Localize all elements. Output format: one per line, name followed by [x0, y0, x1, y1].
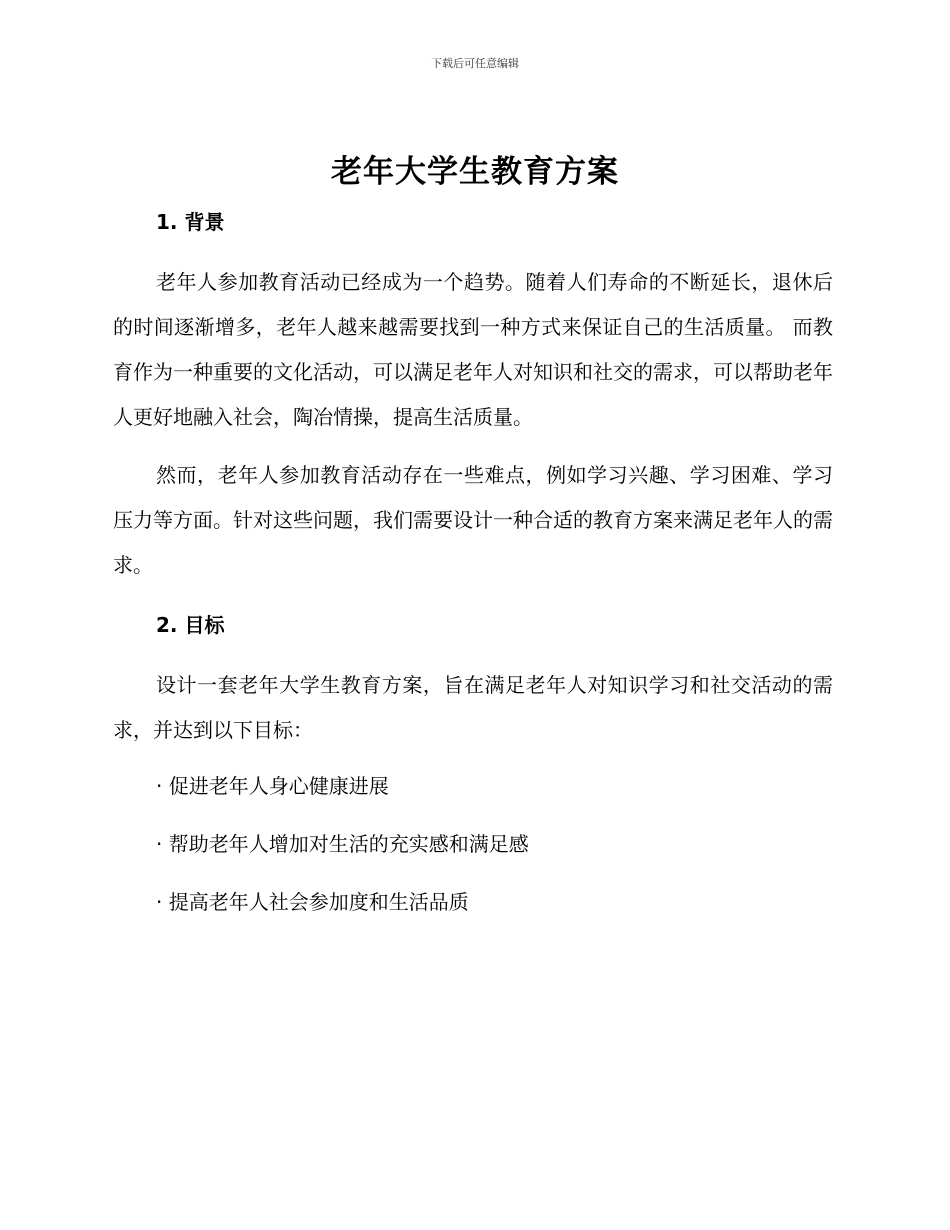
body-paragraph: 然而，老年人参加教育活动存在一些难点，例如学习兴趣、学习困难、学习压力等方面。针对这些问题，我们需要设计一种合适的教育方案来满足老年人的需求。	[113, 463, 833, 577]
section-background	[113, 202, 833, 588]
bullet-item: · 提高老年人社会参加度和生活品质	[156, 890, 469, 914]
document-body	[113, 202, 833, 922]
page-header-note: 下载后可任意编辑	[431, 57, 519, 70]
bullet-item: · 促进老年人身心健康进展	[156, 774, 389, 798]
document-title: 老年大学生教育方案	[331, 154, 619, 190]
section-heading: 2. 目标	[156, 613, 225, 637]
section-heading: 1. 背景	[156, 210, 225, 234]
section-goals	[113, 605, 833, 922]
body-paragraph: 老年人参加教育活动已经成为一个趋势。随着人们寿命的不断延长，退休后的时间逐渐增多，老年人越来越需要找到一种方式来保证自己的生活质量。 而教育作为一种重要的文化活动，可以满足老年人对知识和社交的需求，可以帮助老年人更好地融入社会，陶冶情操，提高生活质量。	[113, 270, 833, 429]
body-paragraph: 设计一套老年大学生教育方案，旨在满足老年人对知识学习和社交活动的需求，并达到以下目标：	[113, 673, 833, 742]
bullet-item: · 帮助老年人增加对生活的充实感和满足感	[156, 832, 529, 856]
